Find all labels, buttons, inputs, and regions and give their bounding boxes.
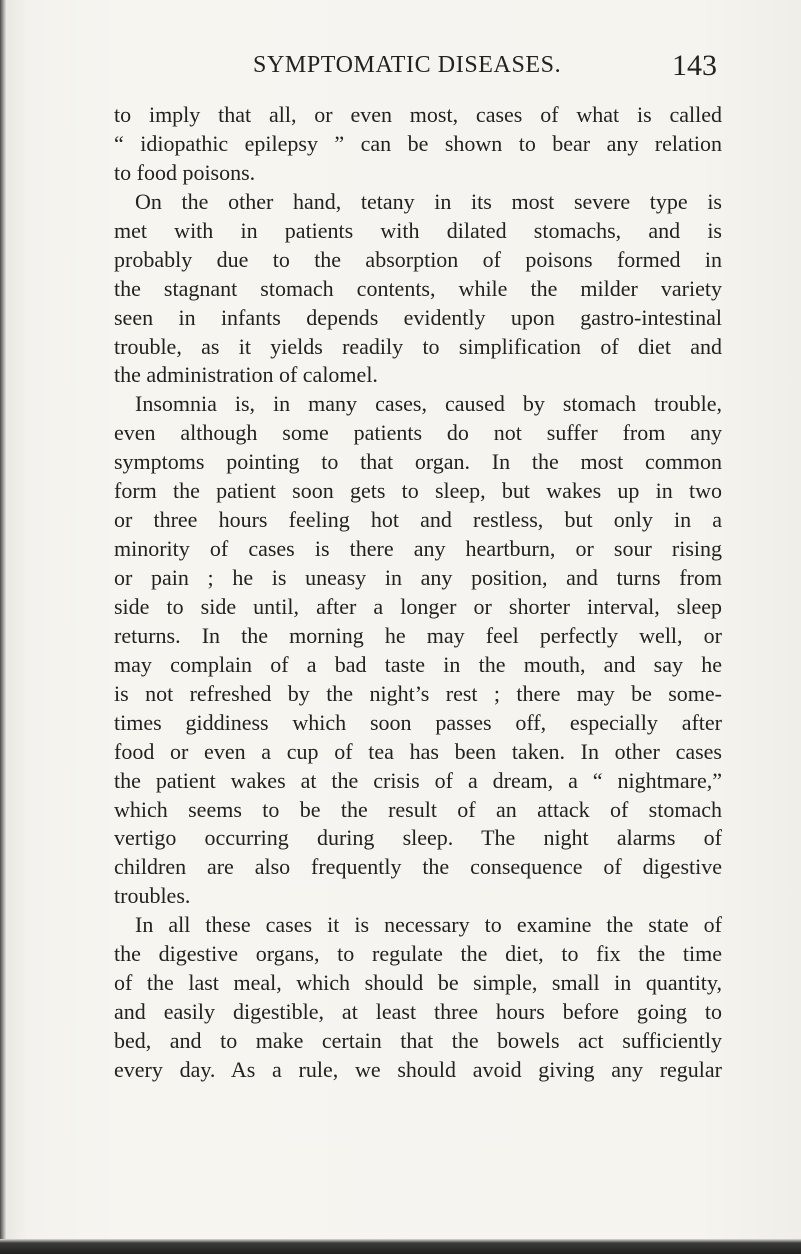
text-line: to food poisons. [114, 159, 256, 185]
text-line: seen in infants depends evidently upon gastro-intestinal [114, 304, 722, 330]
text-line: Insomnia is, in many cases, caused by stomach trouble, [135, 391, 722, 417]
text-line: is not refreshed by the night’s rest ; there may be some- [114, 680, 722, 706]
text-line: vertigo occurring during sleep. The night alarms of [114, 825, 722, 851]
text-line: met with in patients with dilated stomachs, and is [114, 217, 722, 243]
text-line: form the patient soon gets to sleep, but wakes up in two [114, 478, 722, 504]
text-line: or pain ; he is uneasy in any position, and turns from [114, 565, 722, 590]
page-binding-edge [0, 0, 6, 1254]
text-line: which seems to be the result of an attack of stomach [114, 796, 722, 822]
text-line: the administration of calomel. [114, 362, 378, 388]
text-line: the stagnant stomach contents, while the milder variety [114, 275, 722, 301]
text-line: probably due to the absorption of poisons formed in [114, 246, 722, 272]
text-line: and easily digestible, at least three hours before going to [114, 999, 722, 1025]
text-line: In all these cases it is necessary to examine the state of [135, 912, 722, 938]
text-line: even although some patients do not suffer from any [114, 420, 722, 446]
page-number: 143 [672, 49, 717, 82]
text-line: or three hours feeling hot and restless, but only in a [114, 507, 722, 533]
text-line: every day. As a rule, we should avoid giving any regular [114, 1056, 722, 1082]
text-line: trouble, as it yields readily to simplification of diet and [114, 333, 722, 359]
text-line: minority of cases is there any heartburn, or sour rising [114, 536, 722, 562]
text-line: the digestive organs, to regulate the diet, to fix the time [114, 941, 722, 967]
text-line: symptoms pointing to that organ. In the most common [114, 449, 722, 475]
running-head-title: SYMPTOMATIC DISEASES. [253, 52, 562, 78]
text-line: of the last meal, which should be simple, small in quantity, [114, 970, 722, 996]
text-line: times giddiness which soon passes off, especially after [114, 709, 722, 735]
text-line: bed, and to make certain that the bowels act sufficiently [114, 1028, 722, 1053]
text-line: may complain of a bad taste in the mouth, and say he [114, 651, 722, 677]
text-line: children are also frequently the consequence of digestive [114, 854, 722, 880]
text-line: troubles. [114, 883, 191, 909]
text-line: returns. In the morning he may feel perfectly well, or [114, 622, 722, 648]
text-line: food or even a cup of tea has been taken. In other cases [114, 738, 722, 764]
text-line: the patient wakes at the crisis of a dream, a “ nightmare,” [114, 767, 722, 793]
text-line: side to side until, after a longer or shorter interval, sleep [114, 593, 722, 619]
body-text [114, 101, 722, 1085]
running-head [0, 49, 801, 92]
text-line: On the other hand, tetany in its most severe type is [135, 188, 722, 214]
page-bottom-edge [0, 1239, 801, 1254]
text-line: “ idiopathic epilepsy ” can be shown to bear any relation [114, 130, 722, 156]
text-line: to imply that all, or even most, cases of what is called [114, 102, 722, 127]
